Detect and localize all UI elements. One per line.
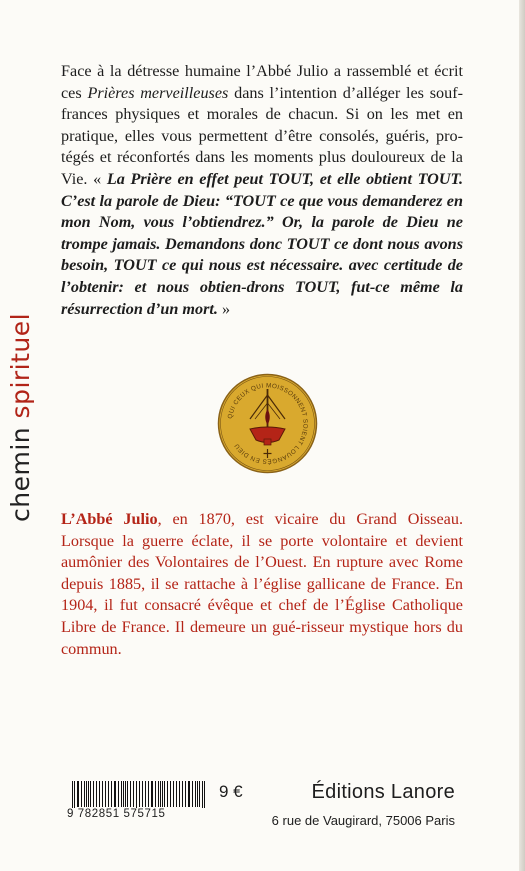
collection-label: [6, 313, 35, 522]
bio-paragraph: [61, 509, 463, 660]
isbn-number: 9 782851 575715: [65, 808, 215, 820]
publisher-name: Éditions Lanore: [311, 781, 455, 803]
page-edge: [519, 0, 525, 871]
blurb: [61, 61, 463, 320]
publisher-address: 6 rue de Vaugirard, 75006 Paris: [271, 813, 455, 828]
collection-label-part2: spirituel: [6, 312, 35, 419]
blurb-quote: La Prière en effet peut TOUT, et elle obtient TOUT. C’est la parole de Dieu: “TOUT ce que vous demanderez en mon Nom, vous l’obtiendrez.” Or, la parole de Dieu ne trompe jamais. Demandons donc TOUT ce dont nous avons besoin, TOUT ce qui nous est nécessaire. avec certitude de l’obtenir: et nous obtien-drons TOUT, fut-ce même la résurrection d’un mort.: [61, 169, 463, 318]
author-bio: [61, 509, 463, 660]
blurb-text-2: dans l’intention d’alléger les souf-frances physiques et morales de chacun. Si on les met en pratique, elles vous permettent d’être consolés, guéris, pro-tégés et réconfortés dans les moments plus douloureux de la Vie. «: [61, 83, 463, 188]
price: 9 €: [219, 782, 243, 801]
collection-label-part1: chemin: [6, 418, 35, 522]
seal-emblem: [217, 373, 318, 474]
book-title: Prières merveilleuses: [87, 83, 229, 102]
seal-ring-text: QUI CEUX QUI MOISSONNENT SOIENT LOUANGÉS EN DIEU: [226, 382, 309, 465]
seal-graphic: [217, 373, 318, 474]
blurb-paragraph: [61, 61, 463, 320]
bio-text: , en 1870, est vicaire du Grand Oisseau. Lorsque la guerre éclate, il se porte volontaire et devient aumônier des Volontaires de l’Ouest. En rupture avec Rome depuis 1885, il se rattache à l’église gallicane de France. En 1904, il fut consacré évêque et chef de l’Église Catholique Libre de France. Il demeure un gué-risseur mystique hors du commun.: [61, 510, 463, 658]
author-name: L’Abbé Julio: [61, 510, 158, 528]
blurb-text-1: Face à la détresse humaine l’Abbé Julio a rassemblé et écrit ces: [61, 62, 463, 102]
blurb-close: »: [217, 299, 231, 318]
